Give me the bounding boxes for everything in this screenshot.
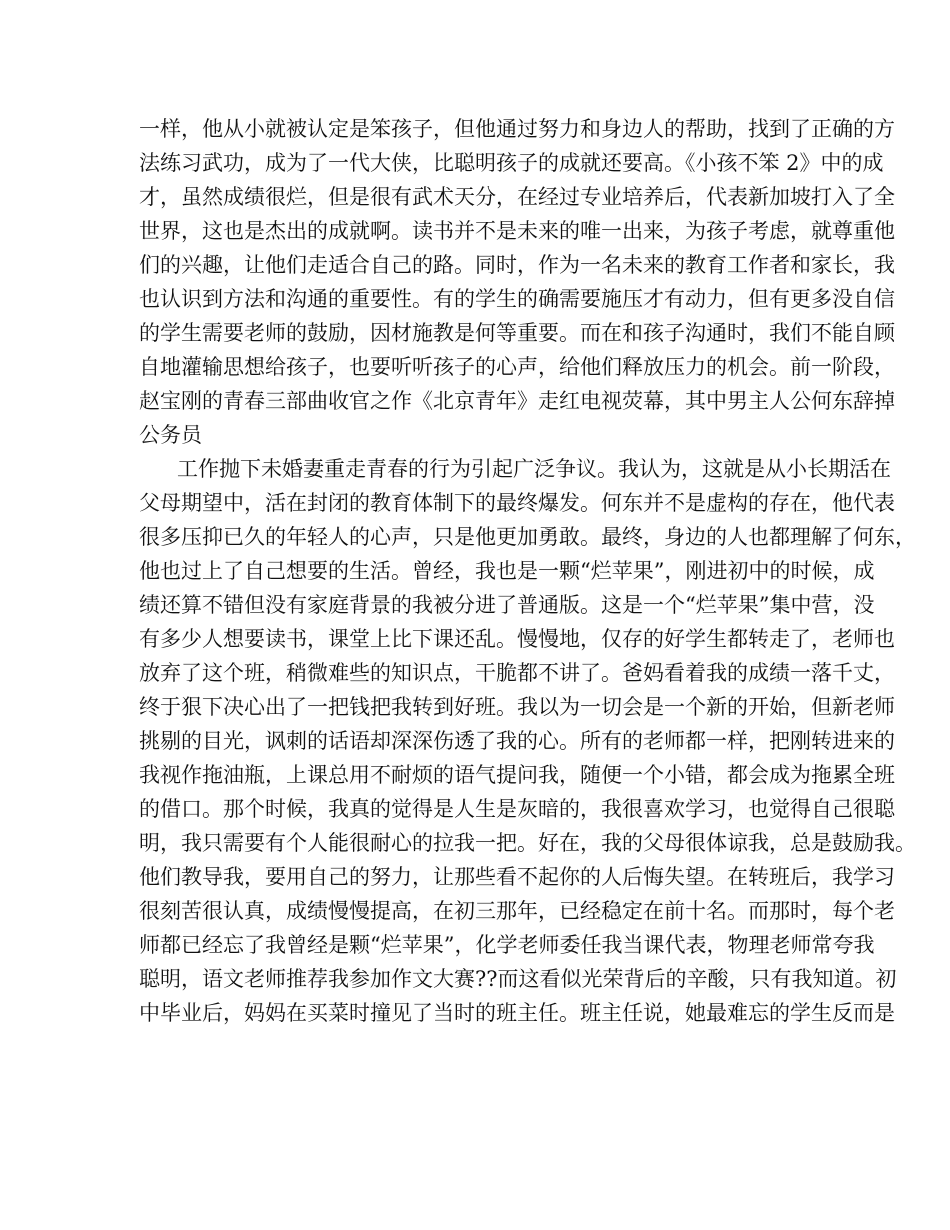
paragraph-1-line: 一样，他从小就被认定是笨孩子，但他通过努力和身边人的帮助，找到了正确的方 xyxy=(139,117,895,141)
paragraph-2-line: 工作抛下未婚妻重走青春的行为引起广泛争议。我认为，这就是从小长期活在 xyxy=(177,457,891,481)
paragraph-2-line: 他们教导我，要用自己的努力，让那些看不起你的人后悔失望。在转班后，我学习 xyxy=(139,865,895,889)
paragraph-2-line: 父母期望中，活在封闭的教育体制下的最终爆发。何东并不是虚构的存在，他代表 xyxy=(139,491,895,515)
paragraph-2-line: 的借口。那个时候，我真的觉得是人生是灰暗的，我很喜欢学习，也觉得自己很聪 xyxy=(139,797,895,821)
paragraph-2-line: 他也过上了自己想要的生活。曾经，我也是一颗“烂苹果”，刚进初中的时候，成 xyxy=(139,559,875,583)
paragraph-2-line: 很多压抑已久的年轻人的心声，只是他更加勇敢。最终，身边的人也都理解了何东， xyxy=(139,525,916,549)
paragraph-2-line: 很刻苦很认真，成绩慢慢提高，在初三那年，已经稳定在前十名。而那时，每个老 xyxy=(139,899,895,923)
paragraph-2-line: 放弃了这个班，稍微难些的知识点，干脆都不讲了。爸妈看着我的成绩一落千丈， xyxy=(139,661,895,685)
paragraph-2-line: 中毕业后，妈妈在买菜时撞见了当时的班主任。班主任说，她最难忘的学生反而是 xyxy=(139,1001,895,1025)
paragraph-1-line: 法练习武功，成为了一代大侠，比聪明孩子的成就还要高。《小孩不笨 2》中的成 xyxy=(139,151,884,175)
paragraph-1-line: 也认识到方法和沟通的重要性。有的学生的确需要施压才有动力，但有更多没自信 xyxy=(139,287,895,311)
paragraph-1-line: 赵宝刚的青春三部曲收官之作《北京青年》走红电视荧幕，其中男主人公何东辞掉 xyxy=(139,389,895,413)
paragraph-2-line: 师都已经忘了我曾经是颗“烂苹果”，化学老师委任我当课代表，物理老师常夸我 xyxy=(139,933,875,957)
paragraph-2-line: 有多少人想要读书，课堂上比下课还乱。慢慢地，仅存的好学生都转走了，老师也 xyxy=(139,627,895,651)
paragraph-2-line: 我视作拖油瓶，上课总用不耐烦的语气提问我，随便一个小错，都会成为拖累全班 xyxy=(139,763,895,787)
paragraph-1-line: 才，虽然成绩很烂，但是很有武术天分，在经过专业培养后，代表新加坡打入了全 xyxy=(139,185,895,209)
paragraph-1-line: 自地灌输思想给孩子，也要听听孩子的心声，给他们释放压力的机会。前一阶段， xyxy=(139,355,895,379)
paragraph-2-line: 明，我只需要有个人能很耐心的拉我一把。好在，我的父母很体谅我，总是鼓励我。 xyxy=(139,831,916,855)
paragraph-2-line: 绩还算不错但没有家庭背景的我被分进了普通版。这是一个“烂苹果”集中营，没 xyxy=(139,593,875,617)
paragraph-1-line: 世界，这也是杰出的成就啊。读书并不是未来的唯一出来，为孩子考虑，就尊重他 xyxy=(139,219,895,243)
paragraph-1-line: 公务员 xyxy=(139,423,202,447)
paragraph-1-line: 的学生需要老师的鼓励，因材施教是何等重要。而在和孩子沟通时，我们不能自顾 xyxy=(139,321,895,345)
paragraph-2-line: 聪明，语文老师推荐我参加作文大赛??而这看似光荣背后的辛酸，只有我知道。初 xyxy=(139,967,897,991)
paragraph-2-line: 挑剔的目光，讽刺的话语却深深伤透了我的心。所有的老师都一样，把刚转进来的 xyxy=(139,729,895,753)
paragraph-1-line: 们的兴趣，让他们走适合自己的路。同时，作为一名未来的教育工作者和家长，我 xyxy=(139,253,895,277)
paragraph-2-line: 终于狠下决心出了一把钱把我转到好班。我以为一切会是一个新的开始，但新老师 xyxy=(139,695,895,719)
